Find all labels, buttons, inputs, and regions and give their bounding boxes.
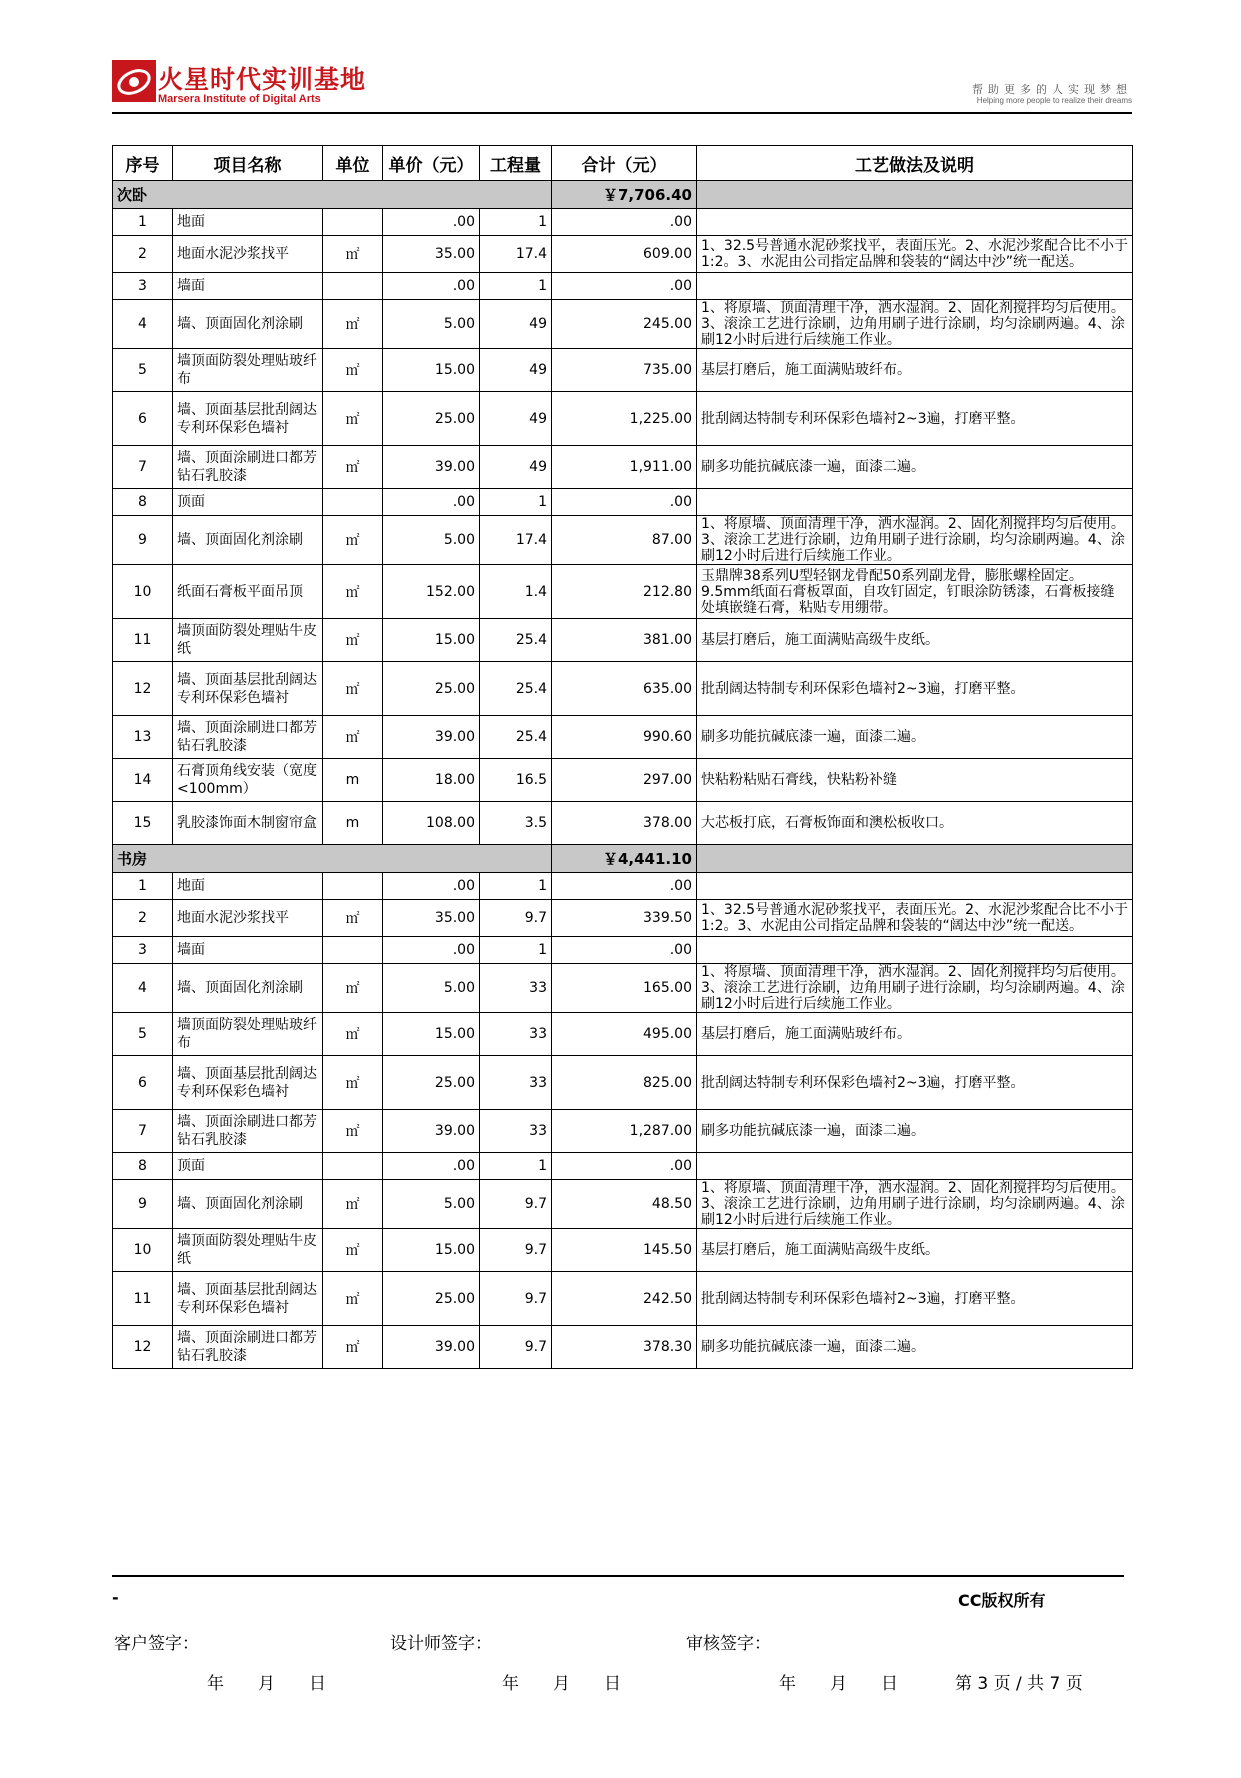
- row-number: 1: [113, 873, 173, 900]
- row-unit: ㎡: [323, 565, 383, 619]
- row-unit-price: 15.00: [383, 349, 480, 392]
- row-unit-price: .00: [383, 489, 480, 516]
- row-quantity: 25.4: [480, 619, 552, 662]
- row-quantity: 25.4: [480, 716, 552, 759]
- row-quantity: 9.7: [480, 1229, 552, 1272]
- row-unit: ㎡: [323, 1013, 383, 1056]
- customer-date: 年 月 日: [207, 1674, 326, 1694]
- row-unit-price: 25.00: [383, 392, 480, 446]
- row-unit: ㎡: [323, 716, 383, 759]
- row-item-name: 墙面: [173, 273, 323, 300]
- row-unit-price: 108.00: [383, 802, 480, 845]
- table-row: [113, 300, 1133, 349]
- row-description: 批刮阔达特制专利环保彩色墙衬2~3遍，打磨平整。: [697, 662, 1133, 716]
- row-item-name: 墙、顶面涂刷进口都芳钻石乳胶漆: [173, 446, 323, 489]
- row-number: 7: [113, 1110, 173, 1153]
- row-unit-price: 15.00: [383, 1229, 480, 1272]
- row-unit-price: 39.00: [383, 446, 480, 489]
- row-description: 批刮阔达特制专利环保彩色墙衬2~3遍，打磨平整。: [697, 1272, 1133, 1326]
- table-row: [113, 1326, 1133, 1369]
- row-unit: ㎡: [323, 1110, 383, 1153]
- row-number: 14: [113, 759, 173, 802]
- row-unit-price: 15.00: [383, 1013, 480, 1056]
- row-unit-price: 5.00: [383, 516, 480, 565]
- row-description: 刷多功能抗碱底漆一遍，面漆二遍。: [697, 446, 1133, 489]
- row-description: 1、32.5号普通水泥砂浆找平，表面压光。2、水泥沙浆配合比不小于1:2。3、水泥由公司指定品牌和袋装的“阔达中沙”统一配送。: [697, 236, 1133, 273]
- row-unit-price: 152.00: [383, 565, 480, 619]
- row-unit: ㎡: [323, 662, 383, 716]
- row-quantity: 16.5: [480, 759, 552, 802]
- row-unit: ㎡: [323, 1326, 383, 1369]
- row-total: 495.00: [552, 1013, 697, 1056]
- table-row: [113, 619, 1133, 662]
- section-empty-cell: [697, 181, 1133, 209]
- row-number: 11: [113, 1272, 173, 1326]
- page-number: 第 3 页 / 共 7 页: [955, 1674, 1083, 1694]
- table-row: [113, 873, 1133, 900]
- row-number: 5: [113, 349, 173, 392]
- row-quantity: 3.5: [480, 802, 552, 845]
- header-divider: [112, 112, 1132, 114]
- row-quantity: 17.4: [480, 516, 552, 565]
- row-number: 2: [113, 900, 173, 937]
- row-item-name: 墙顶面防裂处理贴牛皮纸: [173, 619, 323, 662]
- row-item-name: 地面水泥沙浆找平: [173, 900, 323, 937]
- row-item-name: 墙、顶面基层批刮阔达专利环保彩色墙衬: [173, 1272, 323, 1326]
- row-description: 刷多功能抗碱底漆一遍，面漆二遍。: [697, 716, 1133, 759]
- table-row: [113, 273, 1133, 300]
- row-description: 刷多功能抗碱底漆一遍，面漆二遍。: [697, 1326, 1133, 1369]
- row-number: 4: [113, 964, 173, 1013]
- row-unit: m: [323, 802, 383, 845]
- row-item-name: 墙、顶面涂刷进口都芳钻石乳胶漆: [173, 716, 323, 759]
- row-description: [697, 489, 1133, 516]
- row-item-name: 地面: [173, 209, 323, 236]
- row-description: 批刮阔达特制专利环保彩色墙衬2~3遍，打磨平整。: [697, 392, 1133, 446]
- row-quantity: 9.7: [480, 1180, 552, 1229]
- row-unit-price: .00: [383, 873, 480, 900]
- row-total: 1,225.00: [552, 392, 697, 446]
- row-item-name: 地面: [173, 873, 323, 900]
- row-description: 大芯板打底，石膏板饰面和澳松板收口。: [697, 802, 1133, 845]
- row-unit: [323, 209, 383, 236]
- row-description: [697, 873, 1133, 900]
- row-unit: ㎡: [323, 1272, 383, 1326]
- designer-date: 年 月 日: [502, 1674, 621, 1694]
- logo-chinese-text: 火星时代实训基地: [158, 65, 367, 94]
- row-total: 635.00: [552, 662, 697, 716]
- table-row: [113, 1056, 1133, 1110]
- row-unit-price: 5.00: [383, 1180, 480, 1229]
- row-unit: ㎡: [323, 349, 383, 392]
- row-description: 1、将原墙、顶面清理干净，洒水湿润。2、固化剂搅拌均匀后使用。3、滚涂工艺进行涂刷，边角用刷子进行涂刷，均匀涂刷两遍。4、涂刷12小时后进行后续施工作业。: [697, 1180, 1133, 1229]
- row-unit-price: 39.00: [383, 1110, 480, 1153]
- row-number: 10: [113, 565, 173, 619]
- table-row: [113, 716, 1133, 759]
- row-total: .00: [552, 209, 697, 236]
- row-unit: [323, 873, 383, 900]
- logo-english-text: Marsera Institute of Digital Arts: [158, 93, 321, 105]
- row-quantity: 1: [480, 1153, 552, 1180]
- row-total: 1,911.00: [552, 446, 697, 489]
- table-row: [113, 1229, 1133, 1272]
- row-item-name: 石膏顶角线安装（宽度<100mm）: [173, 759, 323, 802]
- row-item-name: 墙顶面防裂处理贴牛皮纸: [173, 1229, 323, 1272]
- row-description: [697, 1153, 1133, 1180]
- page-header: [112, 58, 1132, 118]
- row-total: 1,287.00: [552, 1110, 697, 1153]
- row-number: 12: [113, 662, 173, 716]
- table-row: [113, 446, 1133, 489]
- row-total: 165.00: [552, 964, 697, 1013]
- slogan-chinese: 帮助更多的人实现梦想: [972, 83, 1132, 96]
- row-description: 玉鼎牌38系列U型轻钢龙骨配50系列副龙骨，膨胀螺栓固定。9.5mm纸面石膏板罩面，自攻钉固定，钉眼涂防锈漆，石膏板接缝处填嵌缝石膏，粘贴专用绷带。: [697, 565, 1133, 619]
- row-unit: ㎡: [323, 446, 383, 489]
- row-quantity: 1.4: [480, 565, 552, 619]
- quotation-table: [112, 145, 1133, 1369]
- row-unit: ㎡: [323, 1229, 383, 1272]
- row-number: 6: [113, 392, 173, 446]
- table-row: [113, 759, 1133, 802]
- row-quantity: 49: [480, 300, 552, 349]
- table-row: [113, 392, 1133, 446]
- row-item-name: 顶面: [173, 1153, 323, 1180]
- row-unit: ㎡: [323, 1180, 383, 1229]
- table-row: [113, 1110, 1133, 1153]
- row-item-name: 墙、顶面固化剂涂刷: [173, 964, 323, 1013]
- row-quantity: 33: [480, 1110, 552, 1153]
- header-total: 合计（元）: [552, 146, 697, 181]
- table-row: [113, 900, 1133, 937]
- row-item-name: 墙、顶面固化剂涂刷: [173, 516, 323, 565]
- row-description: 基层打磨后，施工面满贴玻纤布。: [697, 349, 1133, 392]
- table-row: [113, 1272, 1133, 1326]
- row-quantity: 25.4: [480, 662, 552, 716]
- customer-signature-label: 客户签字：: [114, 1634, 199, 1654]
- header-unit: 单位: [323, 146, 383, 181]
- table-row: [113, 349, 1133, 392]
- table-row: [113, 1153, 1133, 1180]
- row-unit-price: 25.00: [383, 1272, 480, 1326]
- row-item-name: 地面水泥沙浆找平: [173, 236, 323, 273]
- row-unit: [323, 937, 383, 964]
- row-quantity: 9.7: [480, 1326, 552, 1369]
- row-quantity: 1: [480, 489, 552, 516]
- row-quantity: 33: [480, 964, 552, 1013]
- row-unit-price: 39.00: [383, 716, 480, 759]
- table-row: [113, 1013, 1133, 1056]
- row-number: 6: [113, 1056, 173, 1110]
- row-description: 基层打磨后，施工面满贴玻纤布。: [697, 1013, 1133, 1056]
- row-item-name: 墙、顶面固化剂涂刷: [173, 300, 323, 349]
- row-item-name: 墙顶面防裂处理贴玻纤布: [173, 1013, 323, 1056]
- row-description: 基层打磨后，施工面满贴高级牛皮纸。: [697, 619, 1133, 662]
- row-total: 48.50: [552, 1180, 697, 1229]
- row-unit: ㎡: [323, 1056, 383, 1110]
- row-unit-price: 5.00: [383, 964, 480, 1013]
- row-description: 1、将原墙、顶面清理干净，洒水湿润。2、固化剂搅拌均匀后使用。3、滚涂工艺进行涂刷，边角用刷子进行涂刷，均匀涂刷两遍。4、涂刷12小时后进行后续施工作业。: [697, 300, 1133, 349]
- row-number: 1: [113, 209, 173, 236]
- row-unit: [323, 273, 383, 300]
- table-row: [113, 489, 1133, 516]
- row-unit: ㎡: [323, 619, 383, 662]
- row-total: 242.50: [552, 1272, 697, 1326]
- row-unit: ㎡: [323, 392, 383, 446]
- section-row: [113, 845, 1133, 873]
- header-description: 工艺做法及说明: [697, 146, 1133, 181]
- row-total: 825.00: [552, 1056, 697, 1110]
- section-empty-cell: [697, 845, 1133, 873]
- row-number: 15: [113, 802, 173, 845]
- row-total: 297.00: [552, 759, 697, 802]
- row-unit: ㎡: [323, 300, 383, 349]
- row-item-name: 顶面: [173, 489, 323, 516]
- row-total: .00: [552, 1153, 697, 1180]
- row-total: 378.00: [552, 802, 697, 845]
- row-number: 4: [113, 300, 173, 349]
- table-row: [113, 1180, 1133, 1229]
- row-item-name: 墙、顶面基层批刮阔达专利环保彩色墙衬: [173, 392, 323, 446]
- row-number: 3: [113, 937, 173, 964]
- row-description: 1、将原墙、顶面清理干净，洒水湿润。2、固化剂搅拌均匀后使用。3、滚涂工艺进行涂刷，边角用刷子进行涂刷，均匀涂刷两遍。4、涂刷12小时后进行后续施工作业。: [697, 516, 1133, 565]
- row-description: 基层打磨后，施工面满贴高级牛皮纸。: [697, 1229, 1133, 1272]
- row-total: 381.00: [552, 619, 697, 662]
- row-unit: m: [323, 759, 383, 802]
- row-total: 212.80: [552, 565, 697, 619]
- row-total: .00: [552, 489, 697, 516]
- row-unit: ㎡: [323, 516, 383, 565]
- row-quantity: 9.7: [480, 1272, 552, 1326]
- row-unit-price: 18.00: [383, 759, 480, 802]
- table-row: [113, 516, 1133, 565]
- row-total: 609.00: [552, 236, 697, 273]
- row-total: 87.00: [552, 516, 697, 565]
- row-description: 批刮阔达特制专利环保彩色墙衬2~3遍，打磨平整。: [697, 1056, 1133, 1110]
- row-item-name: 墙、顶面基层批刮阔达专利环保彩色墙衬: [173, 1056, 323, 1110]
- row-item-name: 乳胶漆饰面木制窗帘盒: [173, 802, 323, 845]
- header-no: 序号: [113, 146, 173, 181]
- row-total: 990.60: [552, 716, 697, 759]
- row-unit-price: 25.00: [383, 1056, 480, 1110]
- section-name: 次卧: [113, 181, 552, 209]
- row-number: 12: [113, 1326, 173, 1369]
- row-unit-price: 15.00: [383, 619, 480, 662]
- row-item-name: 墙顶面防裂处理贴玻纤布: [173, 349, 323, 392]
- row-unit: ㎡: [323, 964, 383, 1013]
- row-quantity: 49: [480, 349, 552, 392]
- row-number: 10: [113, 1229, 173, 1272]
- row-number: 5: [113, 1013, 173, 1056]
- row-total: 245.00: [552, 300, 697, 349]
- row-unit-price: 35.00: [383, 236, 480, 273]
- row-unit-price: .00: [383, 209, 480, 236]
- row-unit: ㎡: [323, 236, 383, 273]
- row-unit-price: .00: [383, 937, 480, 964]
- row-unit-price: 39.00: [383, 1326, 480, 1369]
- header-item-name: 项目名称: [173, 146, 323, 181]
- row-quantity: 1: [480, 873, 552, 900]
- row-total: .00: [552, 937, 697, 964]
- designer-signature-label: 设计师签字：: [390, 1634, 492, 1654]
- review-signature-label: 审核签字：: [686, 1634, 771, 1654]
- row-number: 9: [113, 516, 173, 565]
- row-unit-price: 5.00: [383, 300, 480, 349]
- table-row: [113, 209, 1133, 236]
- row-quantity: 9.7: [480, 900, 552, 937]
- copyright-text: CC版权所有: [958, 1591, 1046, 1610]
- row-description: 1、将原墙、顶面清理干净，洒水湿润。2、固化剂搅拌均匀后使用。3、滚涂工艺进行涂刷，边角用刷子进行涂刷，均匀涂刷两遍。4、涂刷12小时后进行后续施工作业。: [697, 964, 1133, 1013]
- row-total: 145.50: [552, 1229, 697, 1272]
- row-unit-price: .00: [383, 1153, 480, 1180]
- table-header-row: [113, 146, 1133, 181]
- row-unit: ㎡: [323, 900, 383, 937]
- row-unit-price: .00: [383, 273, 480, 300]
- row-number: 8: [113, 489, 173, 516]
- review-date: 年 月 日: [779, 1674, 898, 1694]
- row-number: 13: [113, 716, 173, 759]
- row-total: 735.00: [552, 349, 697, 392]
- row-unit-price: 35.00: [383, 900, 480, 937]
- section-name: 书房: [113, 845, 552, 873]
- slogan-english: Helping more people to realize their dreams: [976, 96, 1132, 105]
- table-row: [113, 964, 1133, 1013]
- row-unit: [323, 1153, 383, 1180]
- row-quantity: 49: [480, 446, 552, 489]
- row-item-name: 纸面石膏板平面吊顶: [173, 565, 323, 619]
- row-number: 3: [113, 273, 173, 300]
- table-row: [113, 802, 1133, 845]
- row-description: 快粘粉粘贴石膏线，快粘粉补缝: [697, 759, 1133, 802]
- row-quantity: 1: [480, 937, 552, 964]
- section-row: [113, 181, 1133, 209]
- row-total: 339.50: [552, 900, 697, 937]
- row-total: 378.30: [552, 1326, 697, 1369]
- row-quantity: 17.4: [480, 236, 552, 273]
- row-description: [697, 937, 1133, 964]
- table-row: [113, 662, 1133, 716]
- row-quantity: 33: [480, 1056, 552, 1110]
- table-row: [113, 937, 1133, 964]
- header-quantity: 工程量: [480, 146, 552, 181]
- row-quantity: 33: [480, 1013, 552, 1056]
- row-item-name: 墙、顶面涂刷进口都芳钻石乳胶漆: [173, 1326, 323, 1369]
- row-unit: [323, 489, 383, 516]
- row-description: [697, 209, 1133, 236]
- row-number: 2: [113, 236, 173, 273]
- marsera-logo-icon: [112, 60, 156, 102]
- row-quantity: 49: [480, 392, 552, 446]
- row-description: 刷多功能抗碱底漆一遍，面漆二遍。: [697, 1110, 1133, 1153]
- row-description: [697, 273, 1133, 300]
- row-number: 11: [113, 619, 173, 662]
- row-description: 1、32.5号普通水泥砂浆找平，表面压光。2、水泥沙浆配合比不小于1:2。3、水泥由公司指定品牌和袋装的“阔达中沙”统一配送。: [697, 900, 1133, 937]
- row-unit-price: 25.00: [383, 662, 480, 716]
- row-quantity: 1: [480, 209, 552, 236]
- row-total: .00: [552, 273, 697, 300]
- row-number: 9: [113, 1180, 173, 1229]
- table-row: [113, 565, 1133, 619]
- row-item-name: 墙、顶面基层批刮阔达专利环保彩色墙衬: [173, 662, 323, 716]
- row-item-name: 墙面: [173, 937, 323, 964]
- row-number: 8: [113, 1153, 173, 1180]
- row-quantity: 1: [480, 273, 552, 300]
- section-total: ￥4,441.10: [552, 845, 697, 873]
- footer-dash: -: [112, 1588, 119, 1607]
- row-item-name: 墙、顶面涂刷进口都芳钻石乳胶漆: [173, 1110, 323, 1153]
- row-total: .00: [552, 873, 697, 900]
- footer-divider: [112, 1575, 1124, 1577]
- table-row: [113, 236, 1133, 273]
- row-item-name: 墙、顶面固化剂涂刷: [173, 1180, 323, 1229]
- row-number: 7: [113, 446, 173, 489]
- header-unit-price: 单价（元）: [383, 146, 480, 181]
- section-total: ￥7,706.40: [552, 181, 697, 209]
